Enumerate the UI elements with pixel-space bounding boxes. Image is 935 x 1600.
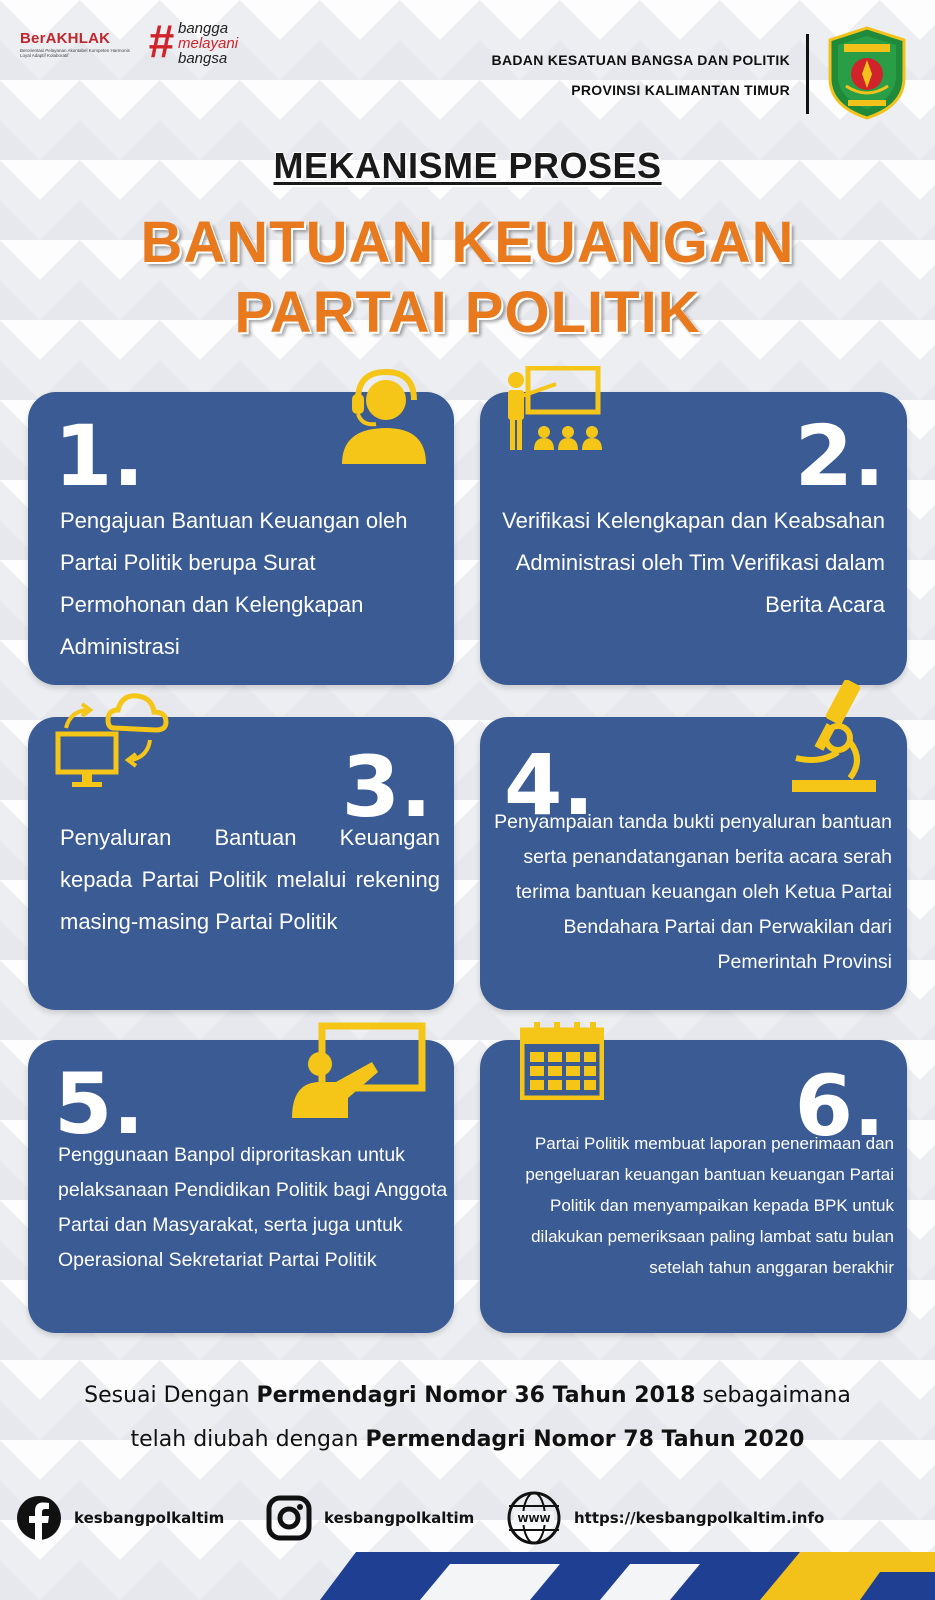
step-number: 1. xyxy=(54,407,145,505)
step-number: 2. xyxy=(794,407,885,505)
page-title: MEKANISME PROSES xyxy=(273,145,662,186)
customer-service-headset-icon xyxy=(338,366,428,466)
web-icon-text: WWW xyxy=(517,1514,551,1525)
step-number: 3. xyxy=(341,738,432,836)
website-link[interactable] xyxy=(506,1490,824,1546)
header-divider xyxy=(806,34,809,114)
teacher-board-icon xyxy=(292,1022,428,1120)
step-number: 6. xyxy=(794,1057,885,1155)
bangga-word-1: bangga xyxy=(178,20,229,37)
legal-text: sebagaimana xyxy=(695,1383,851,1408)
page-subtitle xyxy=(0,208,935,348)
bangga-melayani-bangsa-logo xyxy=(148,15,258,68)
bangga-word-3: bangsa xyxy=(178,50,228,67)
facebook-icon xyxy=(16,1495,62,1541)
instagram-link[interactable] xyxy=(266,1490,474,1546)
berakhlak-logo-tagline: Berorientasi Pelayanan Akuntabel Kompeten Harmonis Loyal Adaptif Kolaboratif xyxy=(20,48,130,58)
globe-www-icon xyxy=(506,1490,562,1546)
regulation-statement xyxy=(0,1374,935,1462)
facebook-link[interactable] xyxy=(16,1490,224,1546)
instagram-icon xyxy=(266,1495,312,1541)
step-description: Partai Politik membuat laporan penerimaan dan pengeluaran keuangan bantuan keuangan Partai Politik dan menyampaikan kepada BPK untuk dilakukan pemeriksaan paling lambat satu bulan setelah tahun anggaran berakhir xyxy=(525,1134,894,1277)
step-description: Penyampaian tanda bukti penyaluran bantuan serta penandatanganan berita acara serah terima bantuan keuangan oleh Ketua Partai Bendahara Partai dan Perwakilan dari Pemerintah Provinsi xyxy=(494,811,892,973)
decorative-stripes xyxy=(0,1552,935,1600)
instagram-handle: kesbangpolkaltim xyxy=(324,1509,475,1527)
berakhlak-logo-text: BerAKHLAK xyxy=(20,30,111,47)
organization-name xyxy=(492,45,790,105)
legal-text: Sesuai Dengan xyxy=(84,1383,257,1408)
kaltim-emblem-icon xyxy=(826,26,908,120)
computer-cloud-sync-icon xyxy=(52,688,172,798)
step-description: Penggunaan Banpol diproritaskan untuk pelaksanaan Pendidikan Politik bagi Anggota Partai dan Masyarakat, serta juga untuk Operasional Sekretariat Partai Politik xyxy=(58,1144,448,1271)
subtitle-line2: PARTAI POLITIK xyxy=(234,280,701,345)
berakhlak-logo xyxy=(20,30,140,58)
legal-regulation-1: Permendagri Nomor 36 Tahun 2018 xyxy=(256,1383,696,1408)
facebook-handle: kesbangpolkaltim xyxy=(74,1509,225,1527)
website-url: https://kesbangpolkaltim.info xyxy=(574,1509,825,1527)
bangga-word-2: melayani xyxy=(178,35,239,52)
subtitle-line1: BANTUAN KEUANGAN xyxy=(140,210,795,275)
presenter-audience-icon xyxy=(500,366,612,466)
step-description: Pengajuan Bantuan Keuangan oleh Partai Politik berupa Surat Permohonan dan Kelengkapan Administrasi xyxy=(60,508,408,659)
calendar-icon xyxy=(520,1020,604,1100)
step-number: 4. xyxy=(504,736,595,834)
step-description: Verifikasi Kelengkapan dan Keabsahan Administrasi oleh Tim Verifikasi dalam Berita Acara xyxy=(502,508,885,617)
org-name-line2: PROVINSI KALIMANTAN TIMUR xyxy=(571,82,790,98)
microscope-icon xyxy=(790,680,876,798)
org-name-line1: BADAN KESATUAN BANGSA DAN POLITIK xyxy=(491,52,790,68)
legal-regulation-2: Permendagri Nomor 78 Tahun 2020 xyxy=(365,1427,805,1452)
legal-text: telah diubah dengan xyxy=(130,1427,366,1452)
bangga-hash: # xyxy=(148,15,174,67)
step-description: Penyaluran Bantuan Keuangan kepada Partai Politik melalui rekening masing-masing Partai Politik xyxy=(60,825,440,934)
step-number: 5. xyxy=(54,1055,145,1153)
